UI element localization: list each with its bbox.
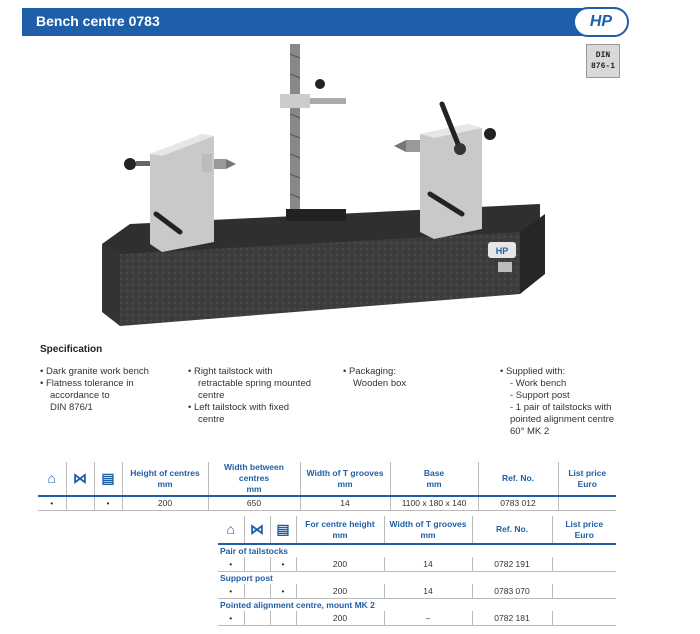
table-row (218, 584, 616, 598)
mark-2 (244, 557, 270, 571)
height-value: 200 (122, 496, 208, 510)
post-base (286, 209, 346, 221)
mark-2 (244, 584, 270, 598)
width-value: 650 (208, 496, 300, 510)
spec-line: accordance to (50, 390, 110, 401)
spec-line: DIN 876/1 (50, 402, 93, 413)
table-row (38, 496, 616, 510)
spec-line: • Dark granite work bench (40, 366, 149, 377)
col-base: Base mm (390, 462, 478, 496)
hp-logo-text: HP (589, 13, 613, 30)
height-value: 200 (296, 611, 384, 625)
col-ref: Ref. No. (472, 516, 552, 544)
height-value: 200 (296, 584, 384, 598)
group-label: Support post (220, 572, 273, 583)
weight-icon: ⌂ (38, 462, 66, 496)
spec-heading: Specification (40, 344, 103, 355)
din-line-2: 876-1 (590, 62, 615, 71)
spec-line: centre (198, 390, 225, 401)
price-value (552, 584, 616, 598)
table-header (218, 516, 616, 544)
spec-line: pointed alignment centre (510, 414, 615, 425)
col-width: Width between centres mm (208, 462, 300, 496)
mark-3: • (270, 584, 296, 598)
din-line-1: DIN (595, 51, 611, 60)
hp-plate-logo: HP (495, 246, 509, 256)
col-tgroove: Width of T grooves mm (300, 462, 390, 496)
tgroove-value: – (384, 611, 472, 625)
price-value (558, 496, 616, 510)
bowtie-icon: ⋈ (244, 516, 270, 544)
spec-line: • Right tailstock with (188, 366, 273, 377)
table-row (218, 557, 616, 571)
spec-column-3 (343, 366, 406, 390)
price-value (552, 557, 616, 571)
group-label: Pair of tailstocks (220, 546, 289, 556)
mark-1: • (38, 496, 66, 510)
mark-2 (244, 611, 270, 625)
col-centre-height: For centre height mm (296, 516, 384, 544)
height-value: 200 (296, 557, 384, 571)
table-row (218, 611, 616, 625)
price-value (552, 611, 616, 625)
col-price: List price Euro (558, 462, 616, 496)
weight-icon: ⌂ (218, 516, 244, 544)
mark-1: • (218, 611, 244, 625)
tgroove-value: 14 (384, 584, 472, 598)
mark-1: • (218, 584, 244, 598)
spec-line: • Packaging: (343, 366, 396, 377)
main-table (38, 462, 616, 511)
right-tailstock (420, 124, 482, 239)
calibration-icon: ▤ (270, 516, 296, 544)
group-label: Pointed alignment centre, mount MK 2 (220, 599, 375, 610)
spec-line: centre (198, 414, 225, 425)
spec-line: Wooden box (353, 378, 407, 389)
tgroove-value: 14 (384, 557, 472, 571)
mark-3: • (94, 496, 122, 510)
spec-column-4 (500, 366, 614, 438)
mark-1: • (218, 557, 244, 571)
spec-column-1 (40, 366, 149, 414)
spec-line: retractable spring mounted (198, 378, 312, 389)
table-header (38, 462, 616, 496)
accessories-table (218, 516, 616, 626)
bowtie-icon: ⋈ (66, 462, 94, 496)
tgroove-value: 14 (300, 496, 390, 510)
spec-line: - Support post (510, 390, 570, 401)
spec-line: - Work bench (510, 378, 567, 389)
ref-value: 0783 012 (478, 496, 558, 510)
ref-value: 0783 070 (472, 584, 552, 598)
spec-column-2 (188, 366, 311, 426)
mark-3: • (270, 557, 296, 571)
spec-line: • Left tailstock with fixed (188, 402, 290, 413)
mark-3 (270, 611, 296, 625)
ref-value: 0782 181 (472, 611, 552, 625)
col-tgroove: Width of T grooves mm (384, 516, 472, 544)
spec-line: 60° MK 2 (510, 426, 550, 437)
calibration-icon: ▤ (94, 462, 122, 496)
spec-line: - 1 pair of tailstocks with (510, 402, 612, 413)
col-height: Height of centres mm (122, 462, 208, 496)
col-price: List price Euro (552, 516, 616, 544)
support-post (290, 44, 300, 219)
spec-line: • Flatness tolerance in (40, 378, 134, 389)
hp-logo (573, 7, 629, 37)
spec-line: • Supplied with: (500, 366, 566, 377)
page-title: Bench centre 0783 (36, 13, 160, 29)
mark-2 (66, 496, 94, 510)
col-ref: Ref. No. (478, 462, 558, 496)
ref-value: 0782 191 (472, 557, 552, 571)
product-image (90, 44, 550, 334)
din-badge (586, 44, 620, 78)
base-value: 1100 x 180 x 140 (390, 496, 478, 510)
header-bar (22, 8, 608, 36)
